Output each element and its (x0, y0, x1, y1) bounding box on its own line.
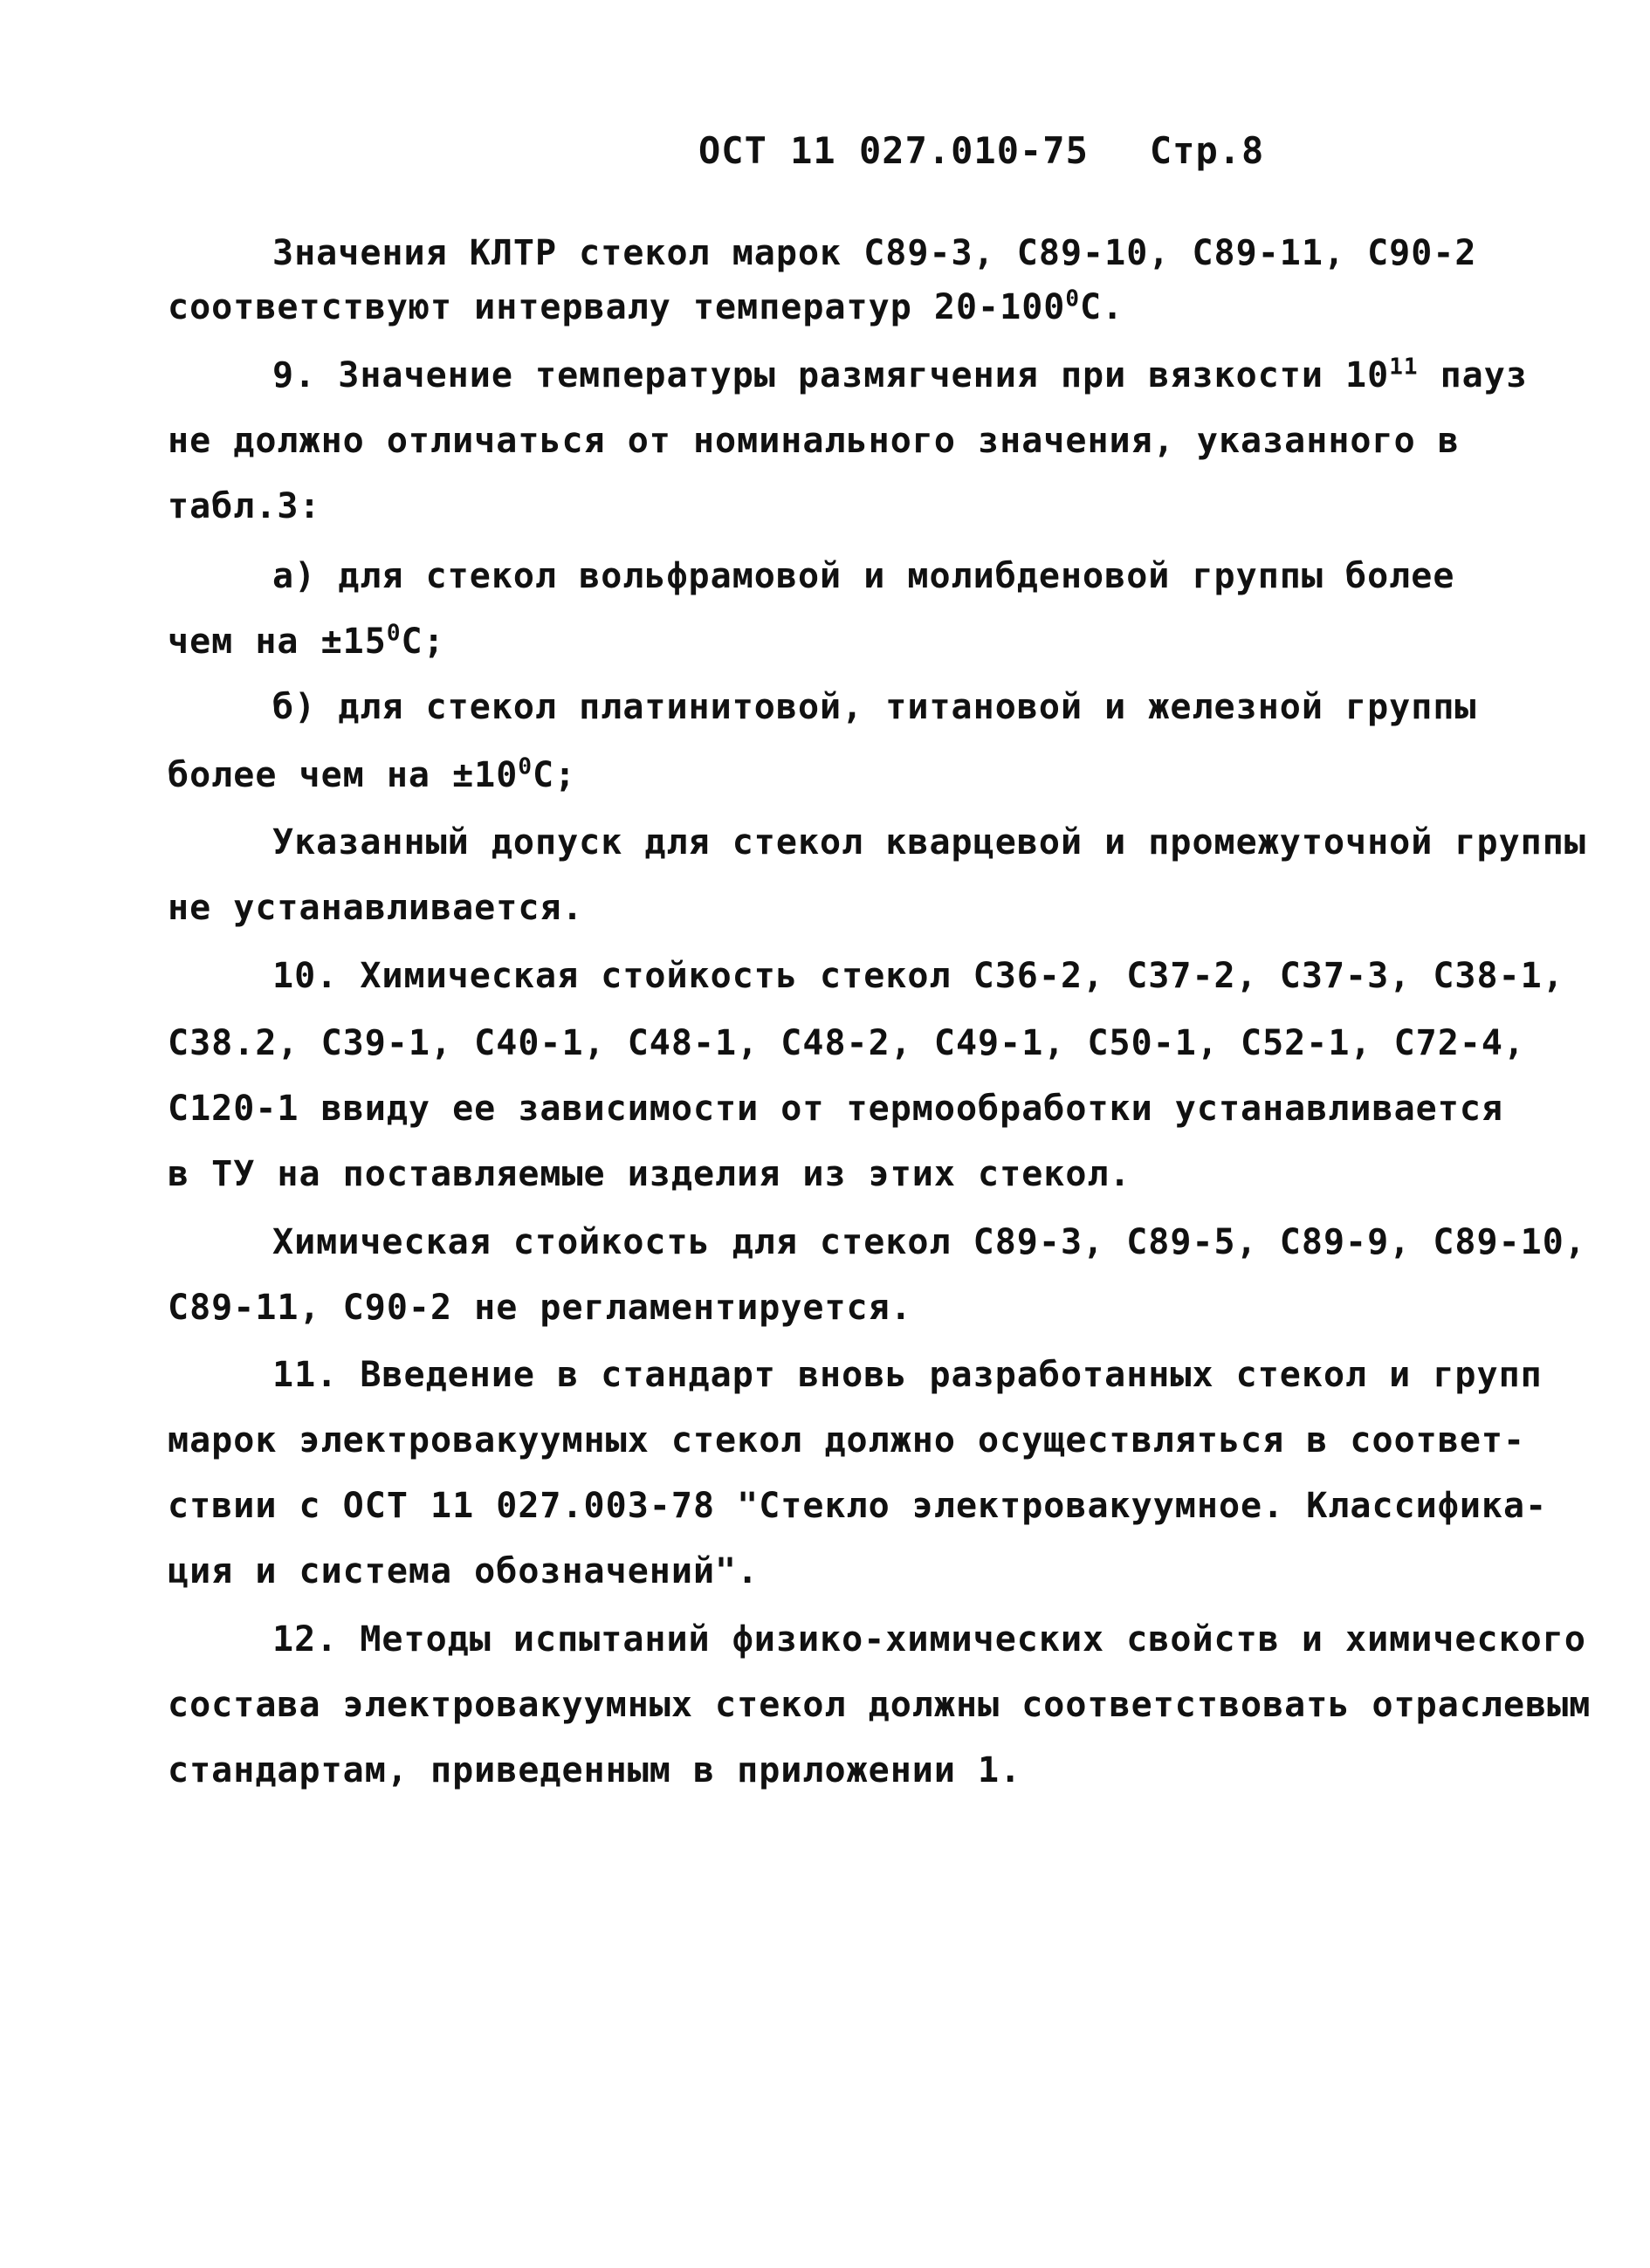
text-line: ция и система обозначений". (168, 1551, 760, 1591)
text-line: чем на $\pm 15^0С$; (168, 620, 445, 662)
text-line: а) для стекол вольфрамовой и молибденовой группы более (272, 556, 1455, 596)
text-line: соответствуют интервалу температур $20-100^0С$. (168, 285, 1124, 327)
page-header (698, 129, 1264, 172)
text-line: б) для стекол платинитовой, титановой и железной группы (272, 687, 1477, 727)
text-line: не устанавливается. (168, 888, 584, 928)
text-line: стандартам, приведенным в приложении 1. (168, 1750, 1022, 1790)
text-line: более чем на $\pm 10^0С$; (168, 753, 577, 795)
text-line: 10. Химическая стойкость стекол С36-2, С37-2, С37-3, С38-1, (272, 956, 1564, 996)
text-line: состава электровакуумных стекол должны соответствовать отраслевым (168, 1685, 1592, 1725)
text-line: С38.2, С39-1, С40-1, С48-1, С48-2, С49-1, С50-1, С52-1, С72-4, (168, 1023, 1526, 1063)
text-line: в ТУ на поставляемые изделия из этих стекол. (168, 1154, 1131, 1194)
text-line: С89-11, С90-2 не регламентируется. (168, 1288, 912, 1328)
text-line: 12. Методы испытаний физико-химических свойств и химического (272, 1619, 1586, 1660)
page-number: Стр.8 (1149, 129, 1265, 172)
text-line: марок электровакуумных стекол должно осуществляться в соответ- (168, 1420, 1526, 1460)
text-line: 11. Введение в стандарт вновь разработанных стекол и групп (272, 1355, 1543, 1395)
text-line: 9. Значение температуры размягчения при вязкости $10^{11}$ пауз (272, 354, 1528, 395)
text-line: С120-1 ввиду ее зависимости от термообработки устанавливается (168, 1089, 1504, 1129)
text-line: табл.3: (168, 486, 321, 526)
text-line: Значения КЛТР стекол марок С89-3, С89-10, С89-11, С90-2 (272, 233, 1477, 273)
text-line: ствии с ОСТ 11 027.003-78 "Стекло электровакуумное. Классифика- (168, 1486, 1548, 1526)
standard-number: ОСТ 11 027.010-75 (698, 129, 1089, 172)
text-line: Указанный допуск для стекол кварцевой и промежуточной группы (272, 822, 1586, 863)
text-line: не должно отличаться от номинального значения, указанного в (168, 421, 1460, 461)
text-line: Химическая стойкость для стекол С89-3, С89-5, С89-9, С89-10, (272, 1222, 1586, 1262)
